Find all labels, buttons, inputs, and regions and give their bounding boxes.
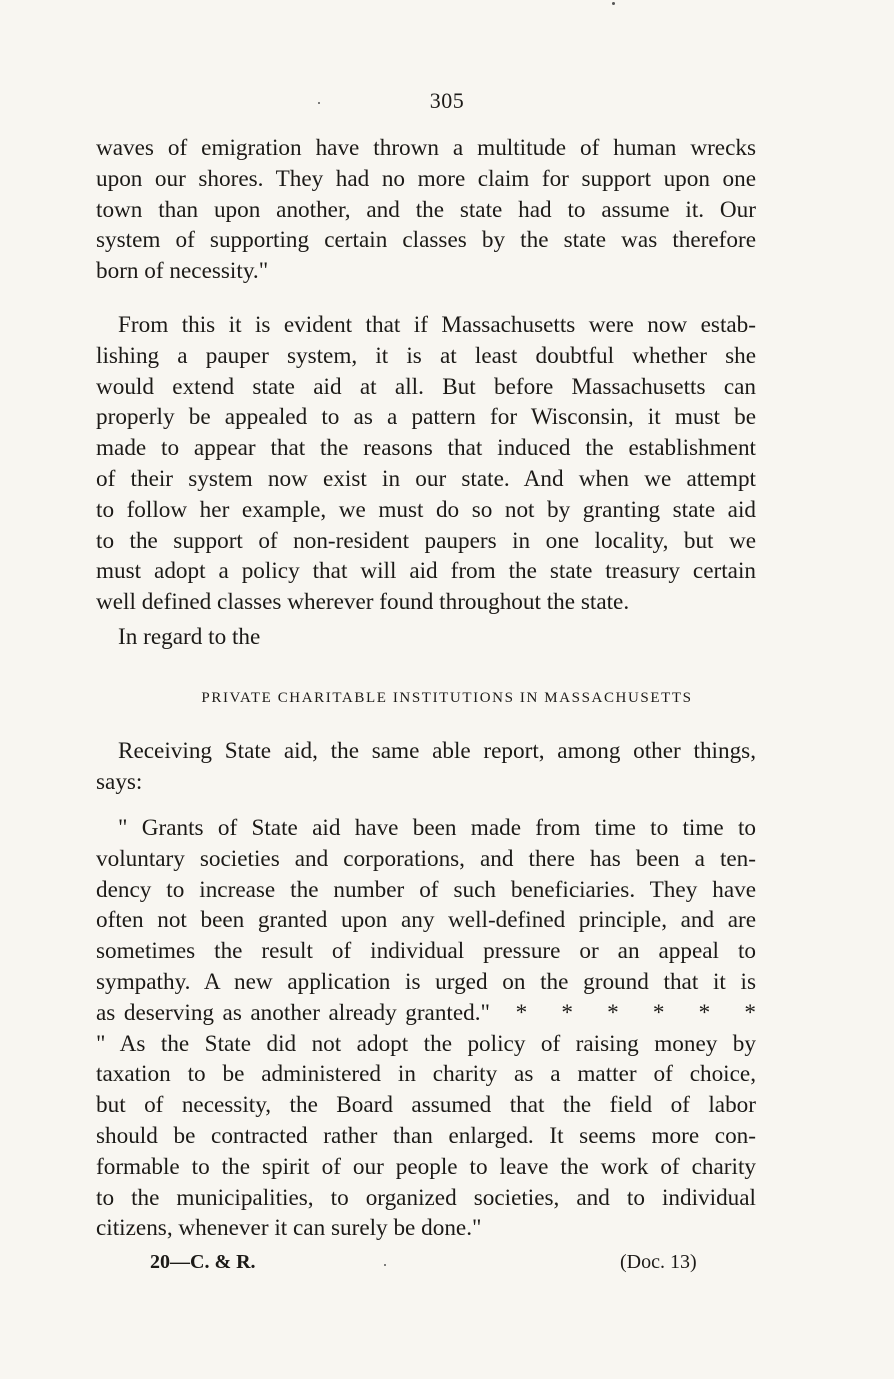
print-speck xyxy=(612,2,615,5)
text-line: " Grants of State aid have been made from time to time to xyxy=(118,815,756,841)
text-line: well defined classes wherever found throughout the state. xyxy=(96,589,630,616)
text-line: but of necessity, the Board assumed that the field of labor xyxy=(96,1092,756,1119)
paragraph-massachusetts xyxy=(96,310,756,618)
text-line: to the support of non-resident paupers in one locality, but we xyxy=(96,527,756,554)
text-line: voluntary societies and corporations, and there has been a ten- xyxy=(96,845,756,872)
footer-document-number: (Doc. 13) xyxy=(620,1251,697,1273)
text-line: formable to the spirit of our people to leave the work of charity xyxy=(96,1153,756,1180)
paragraph-receiving-state-aid xyxy=(96,736,756,798)
text-line: as deserving as another already granted." * * * * * * xyxy=(96,999,756,1026)
text-line: properly be appealed to as a pattern for Wisconsin, it must be xyxy=(96,404,756,431)
text-line: upon our shores. They had no more claim for support upon one xyxy=(96,165,756,192)
print-speck xyxy=(318,102,320,104)
text-line: Receiving State aid, the same able report, among other things, xyxy=(118,738,756,764)
text-line: town than upon another, and the state had to assume it. Our xyxy=(96,196,756,223)
text-line: of their system now exist in our state. And when we attempt xyxy=(96,465,756,492)
text-line: system of supporting certain classes by the state was therefore xyxy=(96,227,756,254)
text-line: dency to increase the number of such beneficiaries. They have xyxy=(96,876,756,903)
section-heading: PRIVATE CHARITABLE INSTITUTIONS IN MASSACHUSETTS xyxy=(201,690,693,706)
paragraph-in-regard xyxy=(96,622,756,653)
text-line: often not been granted upon any well-defined principle, and are xyxy=(96,907,756,934)
text-line: sympathy. A new application is urged on the ground that it is xyxy=(96,968,756,995)
text-line: must adopt a policy that will aid from the state treasury certain xyxy=(96,558,756,585)
footer-signature: 20—C. & R. xyxy=(150,1251,256,1273)
text-line: should be contracted rather than enlarged. It seems more con- xyxy=(96,1122,756,1149)
page-number: 305 xyxy=(429,88,465,113)
text-line: taxation to be administered in charity as a matter of choice, xyxy=(96,1061,756,1088)
text-line: born of necessity." xyxy=(96,258,269,285)
text-line: says: xyxy=(96,768,143,795)
print-speck xyxy=(384,1264,386,1266)
text-line: In regard to the xyxy=(118,624,261,650)
text-line: " As the State did not adopt the policy of raising money by xyxy=(96,1030,756,1057)
text-line: would extend state aid at all. But before Massachusetts can xyxy=(96,373,756,400)
text-line: From this it is evident that if Massachusetts were now estab- xyxy=(118,312,756,338)
text-line: citizens, whenever it can surely be done." xyxy=(96,1215,482,1242)
text-line: to follow her example, we must do so not by granting state aid xyxy=(96,496,756,523)
text-line: made to appear that the reasons that induced the establishment xyxy=(96,435,756,462)
text-line: lishing a pauper system, it is at least doubtful whether she xyxy=(96,342,756,369)
text-line: sometimes the result of individual pressure or an appeal to xyxy=(96,938,756,965)
paragraph-quote-continuation xyxy=(96,133,756,287)
text-line: waves of emigration have thrown a multitude of human wrecks xyxy=(96,135,756,161)
text-line: to the municipalities, to organized societies, and to individual xyxy=(96,1184,756,1211)
paragraph-report-quote xyxy=(96,813,756,1244)
